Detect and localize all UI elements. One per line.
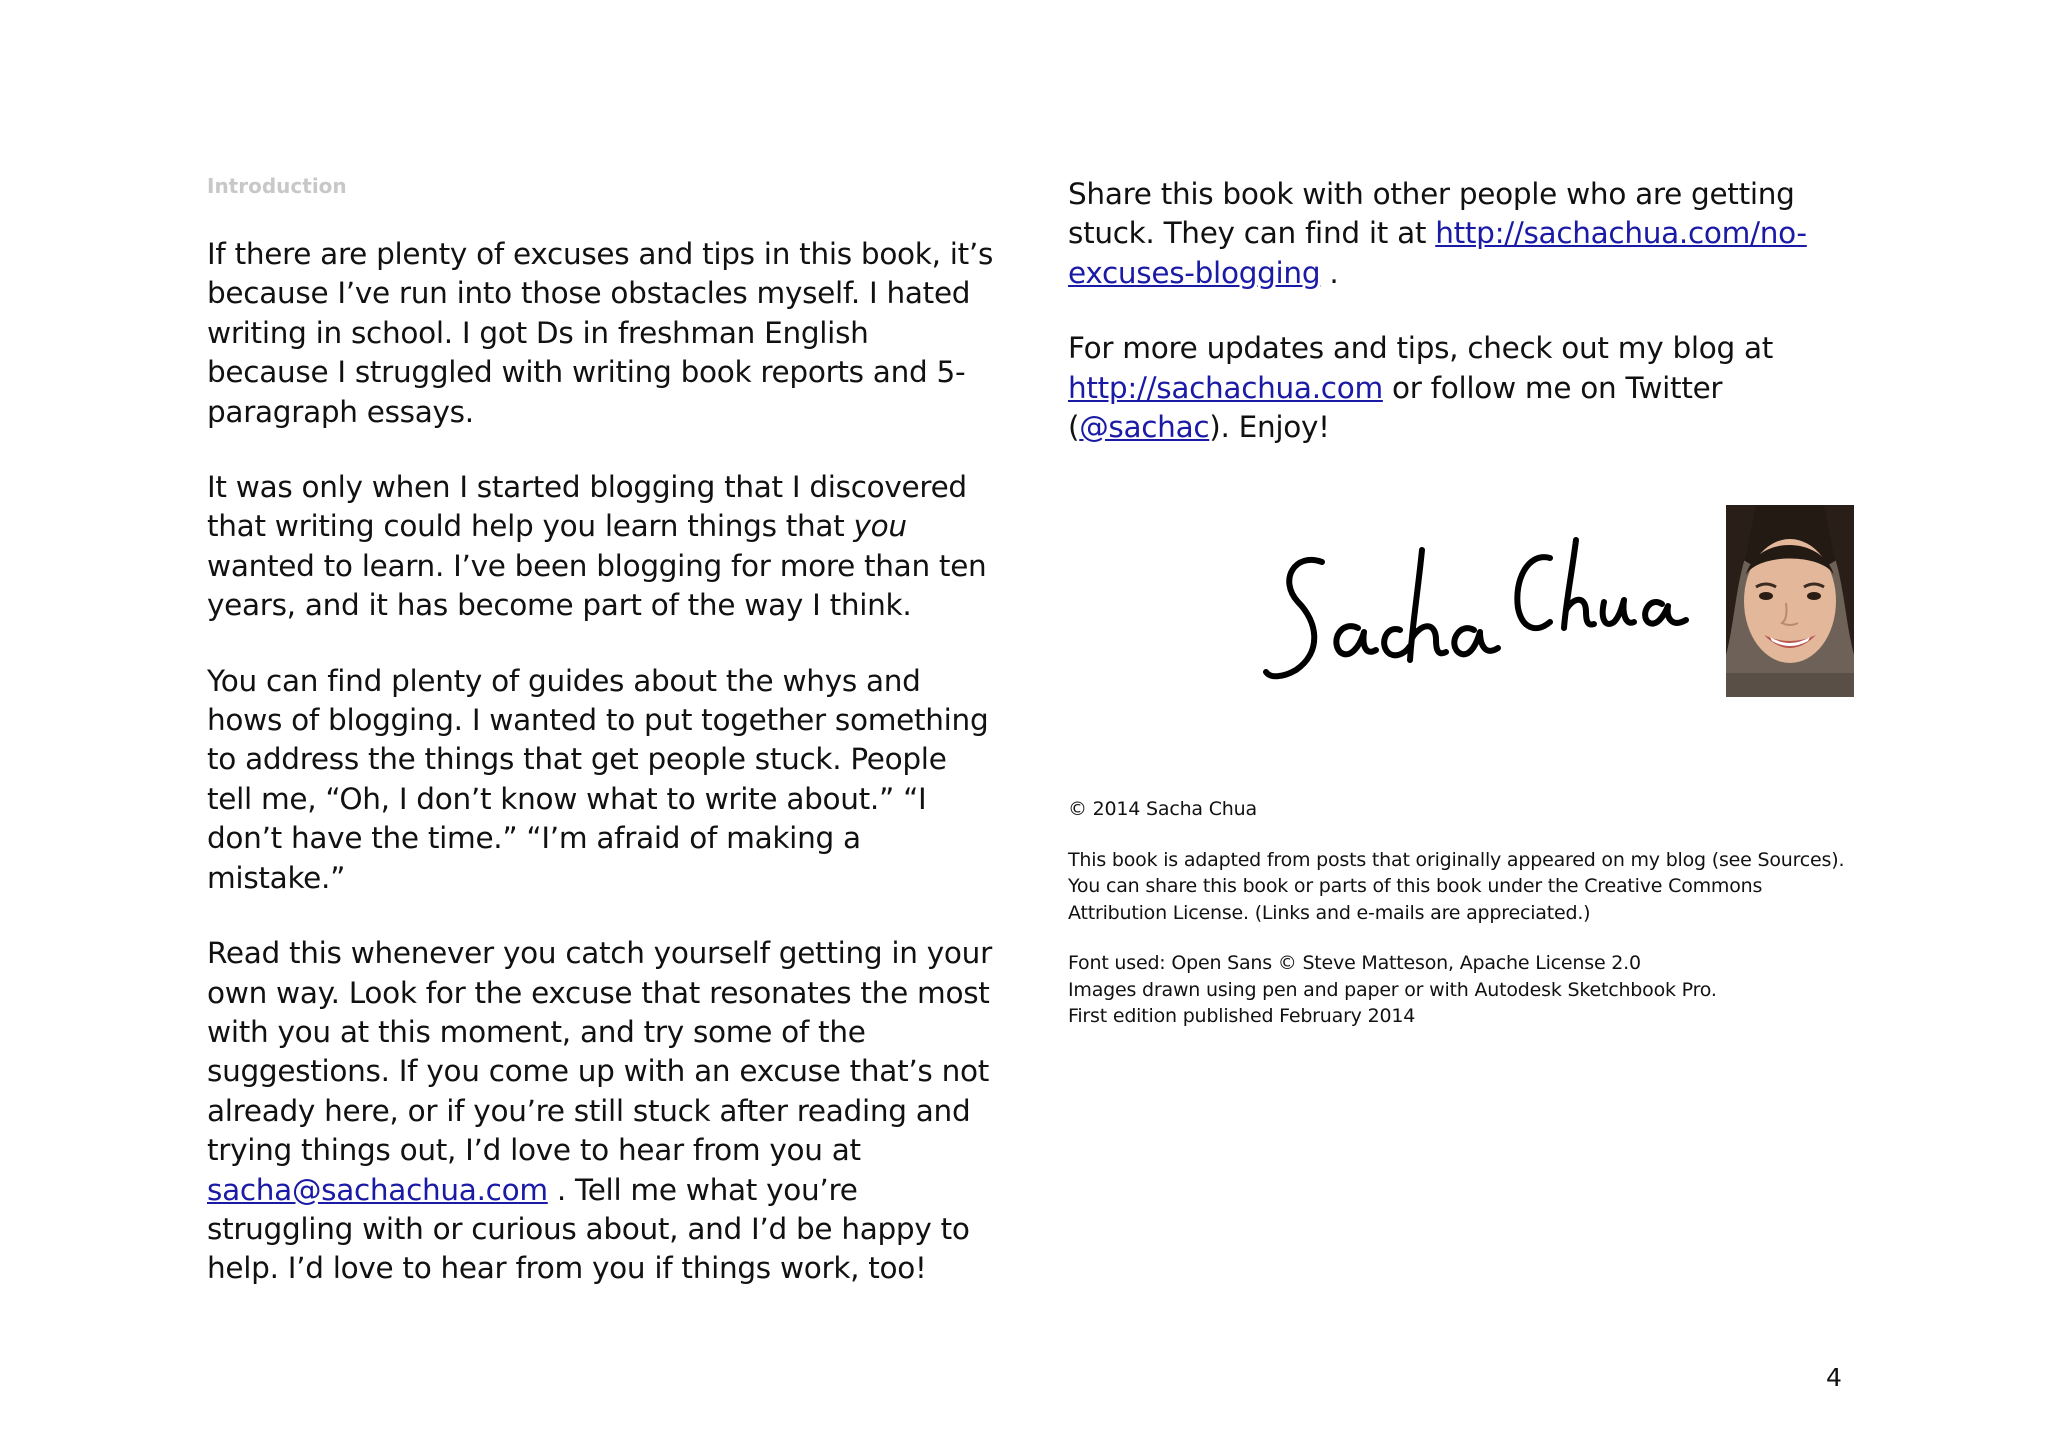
license-notice [1068, 847, 1858, 927]
updates-text-middle: or follow me on Twitter ( [1068, 370, 1723, 445]
intro-paragraph-1: If there are plenty of excuses and tips in this book, it’s because I’ve run into those obstacles myself. I hated writing in school. I got Ds in freshman English because I struggled with writing book reports and 5-paragraph essays. [207, 237, 994, 429]
handwritten-signature [1260, 510, 1720, 700]
page-number: 4 [1826, 1363, 1842, 1392]
colophon [1068, 796, 1858, 1054]
book-url-link[interactable]: http://sachachua.com/no-excuses-blogging [1068, 216, 1807, 290]
twitter-link[interactable]: @sachac [1079, 410, 1210, 445]
share-text-start: Share this book with other people who are getting stuck. They can find it at [1068, 177, 1795, 251]
license-line: You can share this book or parts of this book under the Creative Commons [1068, 875, 1763, 897]
author-photo [1726, 505, 1854, 697]
updates-paragraph [1068, 329, 1858, 447]
updates-text-start: For more updates and tips, check out my blog at [1068, 331, 1774, 366]
credit-line: First edition published February 2014 [1068, 1005, 1416, 1027]
license-line: Attribution License. (Links and e-mails are appreciated.) [1068, 901, 1591, 924]
signature-block [1260, 500, 1860, 700]
credit-line: Images drawn using pen and paper or with Autodesk Sketchbook Pro. [1068, 978, 1717, 1001]
intro-paragraph-2-start: It was only when I started blogging that I discovered that writing could help you learn things that [207, 470, 967, 544]
running-header: Introduction [207, 174, 347, 198]
email-link[interactable]: sacha@sachachua.com [207, 1172, 548, 1207]
intro-paragraph-2-end: wanted to learn. I’ve been blogging for more than ten years, and it has become part of the way I think. [207, 548, 987, 623]
intro-paragraph-3: You can find plenty of guides about the whys and hows of blogging. I wanted to put together something to address the things that get people stuck. People tell me, “Oh, I don’t know what to write about.” “I don’t have the time.” “I’m afraid of making a mistake.” [207, 663, 989, 895]
intro-paragraph-4 [207, 934, 997, 1289]
credit-line: Font used: Open Sans © Steve Matteson, Apache License 2.0 [1068, 952, 1641, 974]
updates-text-end: ). Enjoy! [1209, 410, 1330, 445]
intro-paragraph-2 [207, 468, 997, 626]
introduction-text [207, 235, 997, 1325]
share-paragraph [1068, 175, 1858, 293]
share-text [1068, 175, 1858, 483]
copyright-notice: © 2014 Sacha Chua [1068, 798, 1257, 820]
blog-link[interactable]: http://sachachua.com [1068, 370, 1383, 405]
share-text-end: . [1320, 255, 1339, 290]
credits [1068, 950, 1858, 1030]
intro-paragraph-4-start: Read this whenever you catch yourself getting in your own way. Look for the excuse that resonates the most with you at this moment, and try some of the suggestions. If you come up with an excuse that’s not already here, or if you’re still stuck after reading and trying things out, I’d love to hear from you at [207, 936, 992, 1168]
license-line: This book is adapted from posts that originally appeared on my blog (see Sources). [1068, 848, 1845, 871]
intro-paragraph-4-end: . Tell me what you’re struggling with or curious about, and I’d be happy to help. I’d love to hear from you if things work, too! [207, 1172, 970, 1286]
emphasis-you: you [853, 509, 907, 544]
